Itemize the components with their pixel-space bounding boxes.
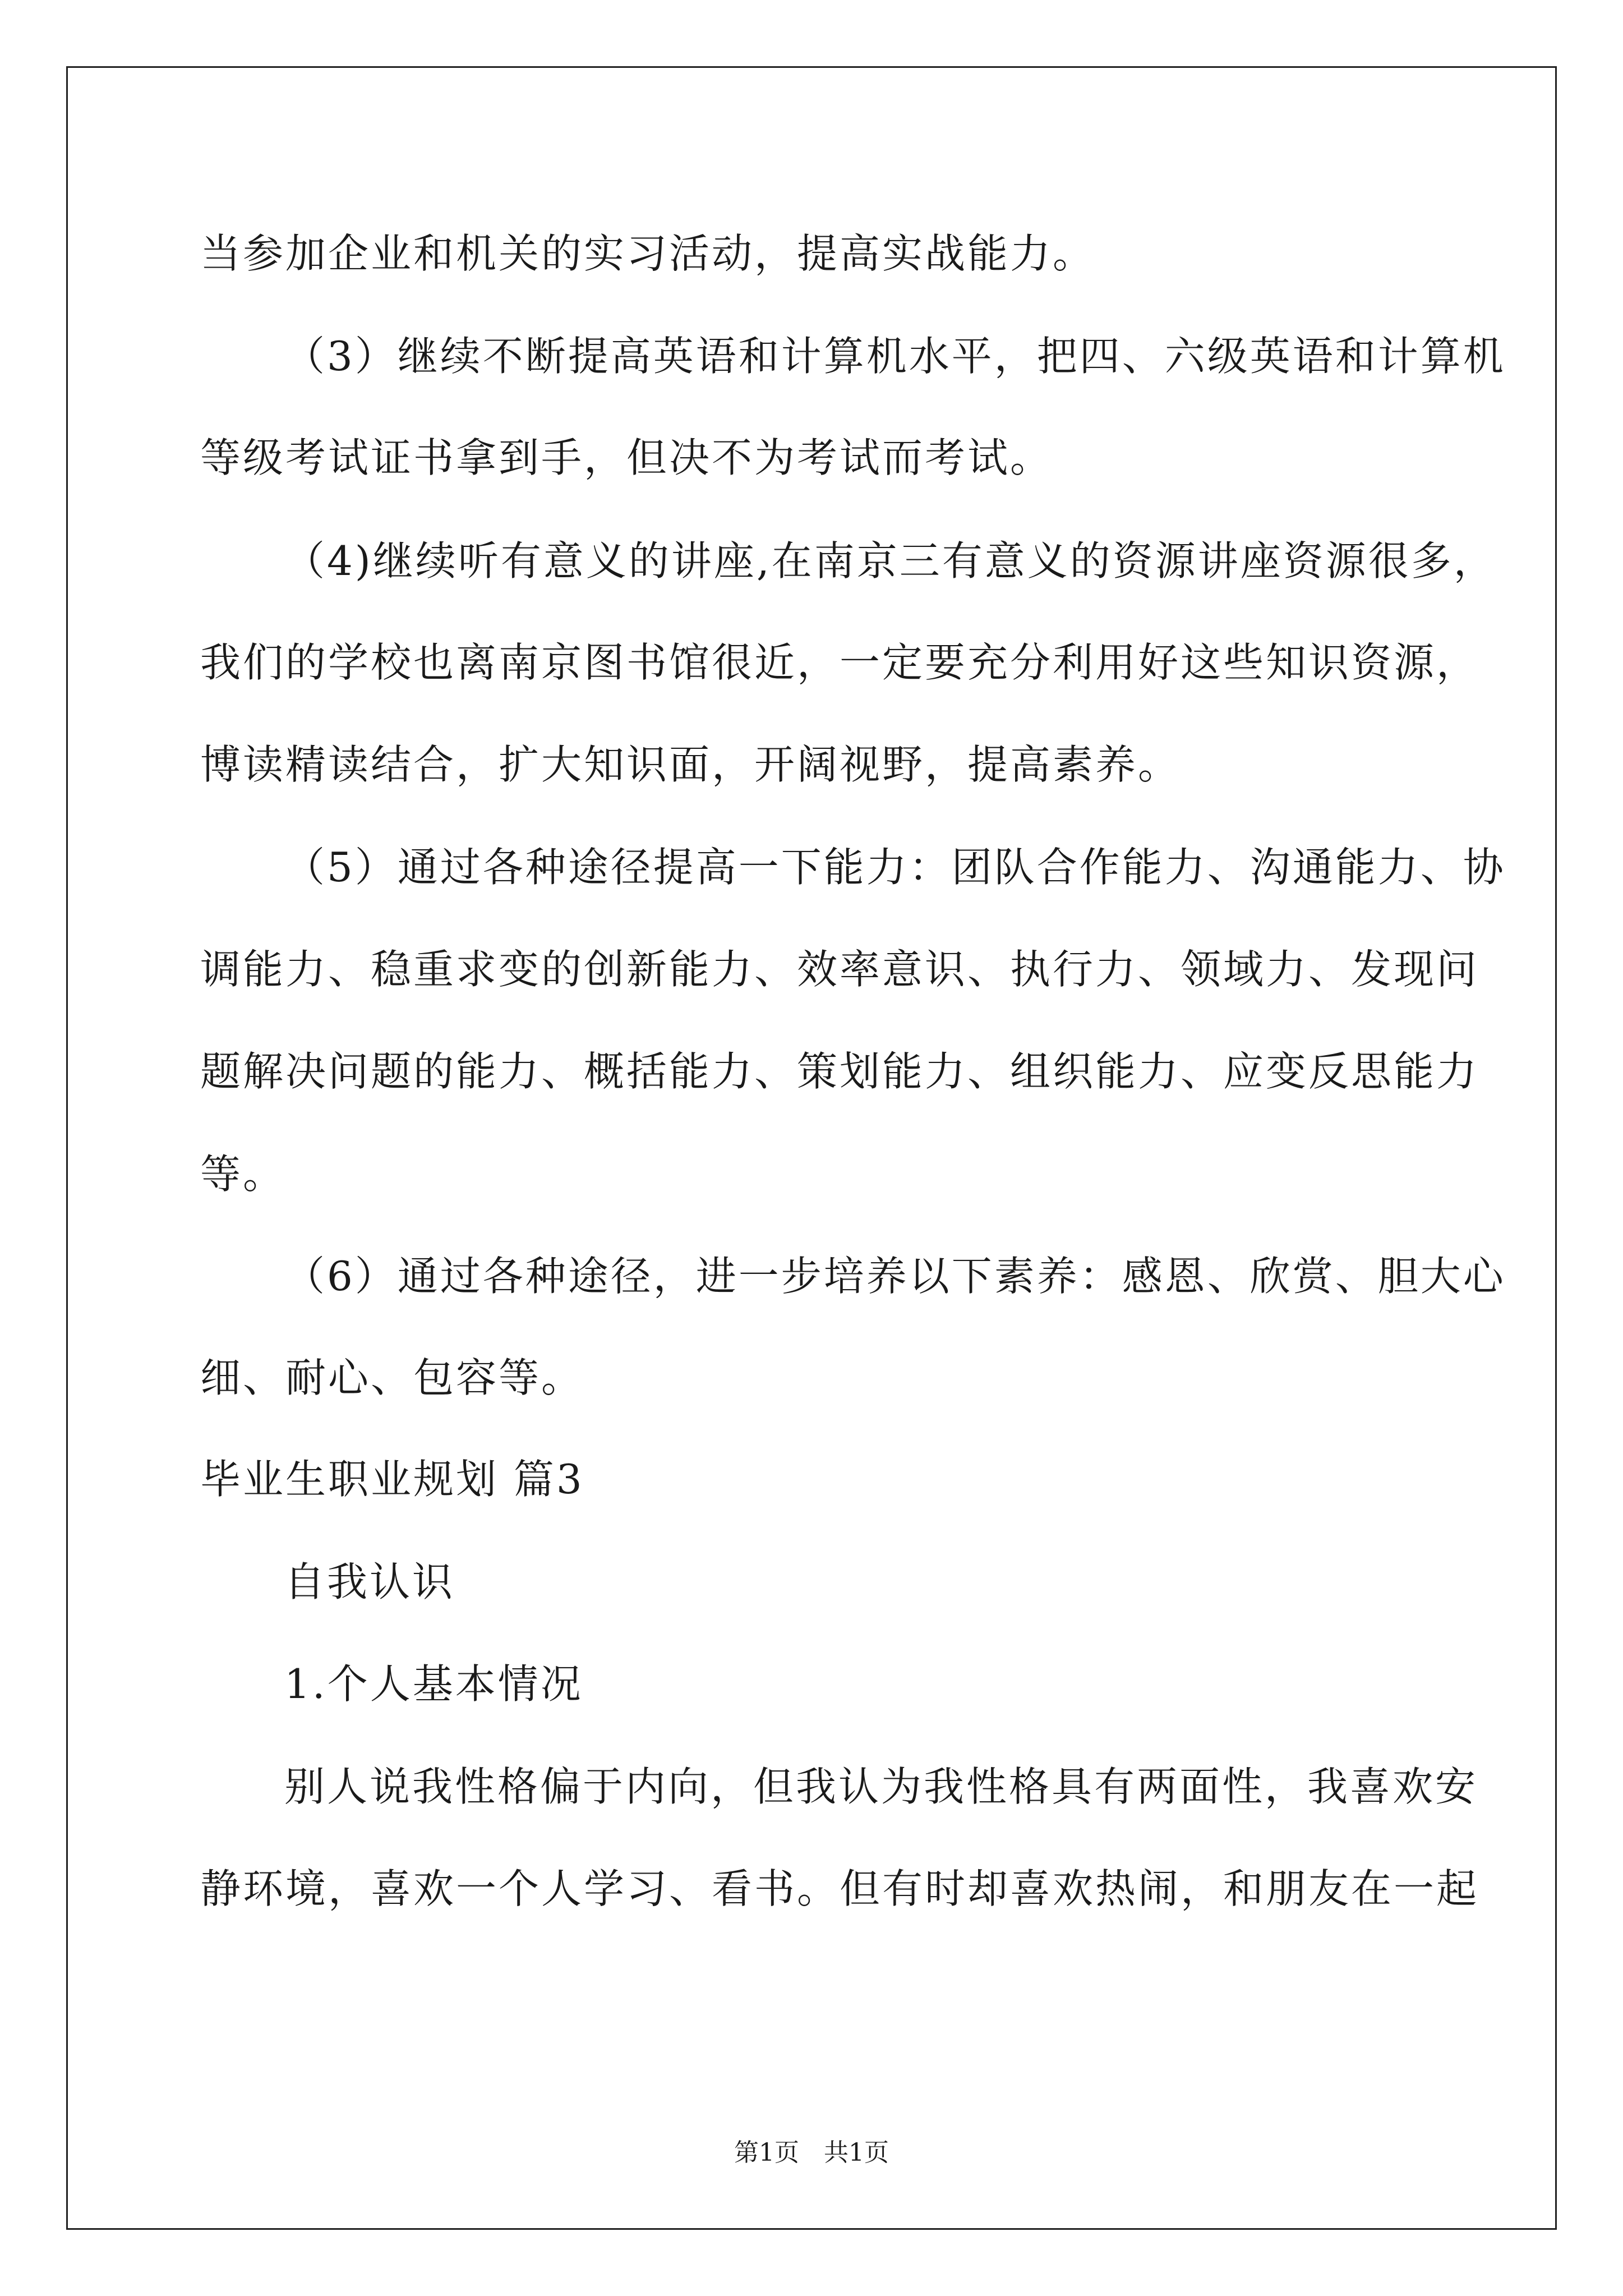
body-line: 我们的学校也离南京图书馆很近，一定要充分利用好这些知识资源，	[200, 639, 1479, 686]
body-line: （4)继续听有意义的讲座,在南京三有意义的资源讲座资源很多，	[284, 537, 1496, 585]
body-line: 别人说我性格偏于内向，但我认为我性格具有两面性，我喜欢安	[284, 1763, 1478, 1810]
page-footer	[0, 2136, 1623, 2170]
page-total: 共1页	[824, 2138, 889, 2167]
subheading: 1.个人基本情况	[284, 1660, 583, 1708]
subheading: 自我认识	[284, 1558, 455, 1605]
body-line: 等。	[200, 1151, 286, 1198]
body-line: （3）继续不断提高英语和计算机水平，把四、六级英语和计算机	[284, 333, 1506, 380]
section-heading: 毕业生职业规划 篇3	[200, 1456, 584, 1503]
body-line: （6）通过各种途径，进一步培养以下素养：感恩、欣赏、胆大心	[284, 1253, 1506, 1300]
page-number: 第1页	[734, 2138, 799, 2167]
body-line: 调能力、稳重求变的创新能力、效率意识、执行力、领域力、发现问	[200, 946, 1479, 993]
body-line: 细、耐心、包容等。	[200, 1354, 584, 1401]
body-line: 题解决问题的能力、概括能力、策划能力、组织能力、应变反思能力	[200, 1048, 1479, 1095]
body-line: 静环境，喜欢一个人学习、看书。但有时却喜欢热闹，和朋友在一起	[200, 1865, 1479, 1912]
body-line: 等级考试证书拿到手，但决不为考试而考试。	[200, 434, 1053, 481]
body-line: （5）通过各种途径提高一下能力：团队合作能力、沟通能力、协	[284, 844, 1506, 891]
body-line: 当参加企业和机关的实习活动，提高实战能力。	[200, 230, 1096, 277]
body-line: 博读精读结合，扩大知识面，开阔视野，提高素养。	[200, 741, 1181, 788]
